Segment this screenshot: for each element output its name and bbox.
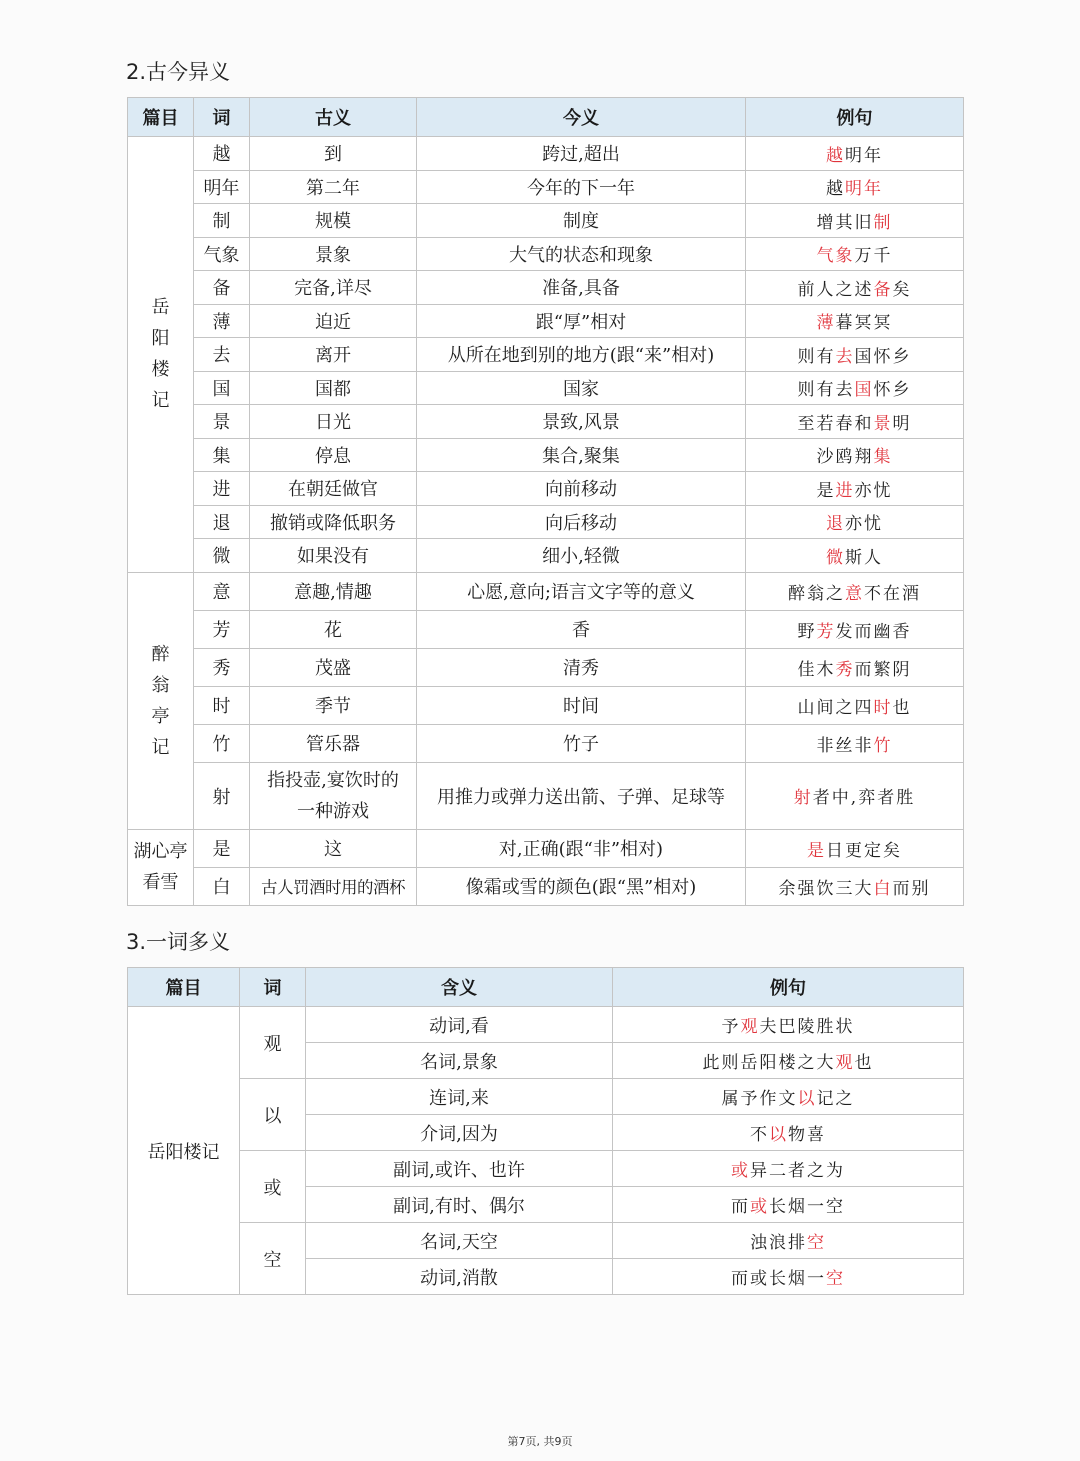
example-highlight: 越	[826, 145, 845, 166]
table-header-row	[128, 98, 964, 137]
ancient-meaning-cell: 离开	[250, 338, 417, 372]
word-cell: 空	[240, 1223, 306, 1295]
modern-meaning-cell: 竹子	[417, 724, 746, 762]
ancient-meaning-cell: 国都	[250, 371, 417, 405]
example-text: 明年	[845, 145, 883, 166]
meaning-cell: 副词,有时、偶尔	[306, 1187, 613, 1223]
word-cell: 气象	[194, 237, 250, 271]
ancient-meaning-cell: 日光	[250, 405, 417, 439]
example-text: 记之	[816, 1089, 855, 1109]
modern-meaning-cell: 今年的下一年	[417, 170, 746, 204]
example-text: 也	[892, 697, 912, 718]
table-row	[128, 762, 964, 829]
table-row	[128, 237, 964, 271]
example-text: 暮冥冥	[835, 313, 893, 334]
example-cell	[746, 762, 964, 829]
table-row	[128, 1151, 964, 1187]
word-cell: 时	[194, 686, 250, 724]
word-cell: 射	[194, 762, 250, 829]
word-cell: 越	[194, 137, 250, 171]
modern-meaning-cell: 心愿,意向;语言文字等的意义	[417, 572, 746, 610]
example-text: 明	[892, 413, 912, 434]
ancient-meaning-cell: 规模	[250, 204, 417, 238]
example-cell	[746, 371, 964, 405]
example-highlight: 明年	[845, 179, 883, 200]
example-cell	[613, 1223, 964, 1259]
example-text: 则有去	[797, 380, 855, 401]
table-row	[128, 867, 964, 905]
modern-meaning-cell: 对,正确(跟“非”相对)	[417, 829, 746, 867]
chapter-cell: 岳阳楼记	[128, 137, 194, 573]
header-meaning: 含义	[306, 968, 613, 1007]
example-text: 而	[731, 1197, 750, 1217]
example-cell	[613, 1007, 964, 1043]
modern-meaning-cell: 向后移动	[417, 505, 746, 539]
example-text: 物喜	[788, 1125, 826, 1145]
table-row	[128, 648, 964, 686]
example-highlight: 空	[807, 1233, 826, 1253]
table-row	[128, 137, 964, 171]
example-cell	[746, 539, 964, 573]
header-word: 词	[240, 968, 306, 1007]
word-cell: 国	[194, 371, 250, 405]
example-cell	[746, 867, 964, 905]
meaning-cell: 动词,看	[306, 1007, 613, 1043]
modern-meaning-cell: 制度	[417, 204, 746, 238]
example-highlight: 备	[873, 279, 893, 300]
example-text: 醉翁之	[788, 583, 845, 604]
example-text: 山间之四	[797, 697, 874, 718]
table-header-row	[128, 968, 964, 1007]
ancient-meaning-cell: 如果没有	[250, 539, 417, 573]
example-cell	[746, 648, 964, 686]
example-text: 亦忧	[845, 514, 883, 535]
ancient-meaning-cell: 指投壶,宴饮时的一种游戏	[250, 762, 417, 829]
word-cell: 秀	[194, 648, 250, 686]
word-cell: 集	[194, 438, 250, 472]
example-highlight: 或	[750, 1197, 769, 1217]
example-text: 长烟一空	[769, 1197, 845, 1217]
example-cell	[613, 1259, 964, 1295]
ancient-meaning-cell: 这	[250, 829, 417, 867]
example-highlight: 空	[826, 1269, 845, 1289]
word-cell: 白	[194, 867, 250, 905]
example-highlight: 退	[826, 514, 845, 535]
example-highlight: 景	[873, 413, 893, 434]
example-text: 此则岳阳楼之大	[702, 1053, 836, 1073]
example-cell	[613, 1079, 964, 1115]
example-text: 发而幽香	[835, 621, 912, 642]
example-cell	[746, 472, 964, 506]
example-highlight: 国	[854, 380, 874, 401]
ancient-meaning-cell: 停息	[250, 438, 417, 472]
word-cell: 观	[240, 1007, 306, 1079]
ancient-meaning-cell: 古人罚酒时用的酒杯	[250, 867, 417, 905]
meaning-cell: 介词,因为	[306, 1115, 613, 1151]
table-row	[128, 472, 964, 506]
example-highlight: 薄	[816, 313, 836, 334]
table-row	[128, 1007, 964, 1043]
modern-meaning-cell: 细小,轻微	[417, 539, 746, 573]
example-text: 则有	[797, 346, 836, 367]
modern-meaning-cell: 用推力或弹力送出箭、子弹、足球等	[417, 762, 746, 829]
header-example: 例句	[613, 968, 964, 1007]
table-row	[128, 271, 964, 305]
example-cell	[746, 405, 964, 439]
modern-meaning-cell: 像霜或雪的颜色(跟“黑”相对)	[417, 867, 746, 905]
word-cell: 退	[194, 505, 250, 539]
chapter-cell: 湖心亭看雪	[128, 829, 194, 905]
ancient-meaning-cell: 管乐器	[250, 724, 417, 762]
example-highlight: 观	[740, 1017, 760, 1037]
example-highlight: 射	[793, 788, 813, 808]
example-cell	[746, 724, 964, 762]
example-text: 而或长烟一	[731, 1269, 826, 1289]
modern-meaning-cell: 集合,聚集	[417, 438, 746, 472]
modern-meaning-cell: 向前移动	[417, 472, 746, 506]
word-cell: 备	[194, 271, 250, 305]
example-highlight: 观	[835, 1053, 855, 1073]
table-row	[128, 539, 964, 573]
ancient-meaning-cell: 到	[250, 137, 417, 171]
modern-meaning-cell: 香	[417, 610, 746, 648]
example-highlight: 芳	[816, 621, 836, 642]
header-ancient-meaning: 古义	[250, 98, 417, 137]
example-text: 野	[797, 621, 817, 642]
word-cell: 竹	[194, 724, 250, 762]
ancient-meaning-cell: 第二年	[250, 170, 417, 204]
example-highlight: 以	[797, 1089, 817, 1109]
example-cell	[746, 304, 964, 338]
table-row	[128, 505, 964, 539]
word-cell: 微	[194, 539, 250, 573]
word-cell: 意	[194, 572, 250, 610]
section-title-3: 3.一词多义	[126, 930, 231, 954]
table-row	[128, 438, 964, 472]
ancient-modern-meaning-table	[127, 97, 964, 906]
ancient-meaning-cell: 撤销或降低职务	[250, 505, 417, 539]
table-row	[128, 405, 964, 439]
chapter-cell: 醉翁亭记	[128, 572, 194, 829]
word-cell: 景	[194, 405, 250, 439]
example-cell	[746, 438, 964, 472]
table-row	[128, 338, 964, 372]
example-cell	[613, 1187, 964, 1223]
example-text: 越	[826, 179, 845, 200]
ancient-meaning-cell: 意趣,情趣	[250, 572, 417, 610]
example-text: 佳木	[797, 659, 836, 680]
word-cell: 制	[194, 204, 250, 238]
example-text: 也	[854, 1053, 874, 1073]
meaning-cell: 名词,天空	[306, 1223, 613, 1259]
example-highlight: 微	[826, 547, 845, 568]
modern-meaning-cell: 准备,具备	[417, 271, 746, 305]
table-row	[128, 829, 964, 867]
word-cell: 或	[240, 1151, 306, 1223]
table-row	[128, 204, 964, 238]
ancient-meaning-cell: 花	[250, 610, 417, 648]
modern-meaning-cell: 景致,风景	[417, 405, 746, 439]
example-text: 日更定矣	[826, 840, 902, 861]
example-text: 万千	[854, 246, 893, 267]
example-text: 夫巴陵胜状	[759, 1017, 855, 1037]
meaning-cell: 名词,景象	[306, 1043, 613, 1079]
meaning-cell: 连词,来	[306, 1079, 613, 1115]
ancient-meaning-cell: 景象	[250, 237, 417, 271]
example-cell	[746, 610, 964, 648]
ancient-meaning-cell: 在朝廷做官	[250, 472, 417, 506]
example-cell	[746, 237, 964, 271]
word-cell: 以	[240, 1079, 306, 1151]
example-cell	[746, 829, 964, 867]
table-row	[128, 1223, 964, 1259]
example-cell	[613, 1115, 964, 1151]
example-text: 予	[721, 1017, 741, 1037]
header-chapter: 篇目	[128, 968, 240, 1007]
example-text: 者中,弈者胜	[812, 788, 916, 808]
example-text: 沙鸥翔	[816, 447, 874, 468]
example-highlight: 白	[873, 878, 893, 899]
table-row	[128, 610, 964, 648]
example-text: 属予作文	[721, 1089, 798, 1109]
word-cell: 明年	[194, 170, 250, 204]
meaning-cell: 动词,消散	[306, 1259, 613, 1295]
ancient-meaning-cell: 完备,详尽	[250, 271, 417, 305]
example-text: 不在酒	[864, 583, 921, 604]
table-row	[128, 572, 964, 610]
ancient-meaning-cell: 季节	[250, 686, 417, 724]
example-highlight: 时	[873, 697, 893, 718]
example-cell	[746, 271, 964, 305]
table-row	[128, 1079, 964, 1115]
word-cell: 是	[194, 829, 250, 867]
ancient-meaning-cell: 迫近	[250, 304, 417, 338]
modern-meaning-cell: 跟“厚”相对	[417, 304, 746, 338]
example-text: 非丝非	[816, 735, 874, 756]
header-modern-meaning: 今义	[417, 98, 746, 137]
example-text: 异二者之为	[750, 1161, 845, 1181]
example-highlight: 或	[731, 1161, 750, 1181]
modern-meaning-cell: 大气的状态和现象	[417, 237, 746, 271]
example-highlight: 意	[845, 583, 864, 604]
example-text: 浊浪排	[750, 1233, 807, 1253]
page-footer: 第7页, 共9页	[507, 1435, 573, 1448]
example-text: 余强饮三大	[778, 878, 874, 899]
example-highlight: 集	[873, 447, 893, 468]
example-cell	[746, 204, 964, 238]
example-highlight: 以	[769, 1125, 788, 1145]
example-text: 前人之述	[797, 279, 874, 300]
word-cell: 芳	[194, 610, 250, 648]
example-text: 国怀乡	[854, 346, 912, 367]
example-cell	[746, 572, 964, 610]
example-highlight: 气象	[816, 246, 855, 267]
example-cell	[746, 505, 964, 539]
example-text: 而繁阴	[854, 659, 912, 680]
table-row	[128, 686, 964, 724]
example-text: 增其旧	[816, 212, 874, 233]
example-highlight: 是	[807, 840, 826, 861]
table-row	[128, 724, 964, 762]
example-highlight: 竹	[873, 735, 893, 756]
example-highlight: 制	[873, 212, 893, 233]
section-title-2: 2.古今异义	[126, 60, 231, 84]
example-text: 是	[816, 480, 836, 501]
word-cell: 薄	[194, 304, 250, 338]
example-text: 斯人	[845, 547, 883, 568]
example-text: 怀乡	[873, 380, 912, 401]
example-text: 矣	[892, 279, 912, 300]
example-text: 而别	[892, 878, 931, 899]
table-row	[128, 170, 964, 204]
header-example: 例句	[746, 98, 964, 137]
example-cell	[746, 137, 964, 171]
example-cell	[746, 686, 964, 724]
ancient-meaning-cell: 茂盛	[250, 648, 417, 686]
example-text: 至若春和	[797, 413, 874, 434]
example-text: 亦忧	[854, 480, 893, 501]
word-cell: 去	[194, 338, 250, 372]
header-chapter: 篇目	[128, 98, 194, 137]
header-word: 词	[194, 98, 250, 137]
example-highlight: 秀	[835, 659, 855, 680]
word-cell: 进	[194, 472, 250, 506]
modern-meaning-cell: 从所在地到别的地方(跟“来”相对)	[417, 338, 746, 372]
table-row	[128, 304, 964, 338]
example-cell	[746, 170, 964, 204]
modern-meaning-cell: 国家	[417, 371, 746, 405]
polysemy-table	[127, 967, 964, 1295]
modern-meaning-cell: 清秀	[417, 648, 746, 686]
modern-meaning-cell: 时间	[417, 686, 746, 724]
example-text: 不	[750, 1125, 769, 1145]
meaning-cell: 副词,或许、也许	[306, 1151, 613, 1187]
example-highlight: 进	[835, 480, 855, 501]
example-highlight: 去	[835, 346, 855, 367]
table-row	[128, 371, 964, 405]
chapter-cell: 岳阳楼记	[128, 1007, 240, 1295]
modern-meaning-cell: 跨过,超出	[417, 137, 746, 171]
example-cell	[613, 1043, 964, 1079]
example-cell	[746, 338, 964, 372]
example-cell	[613, 1151, 964, 1187]
